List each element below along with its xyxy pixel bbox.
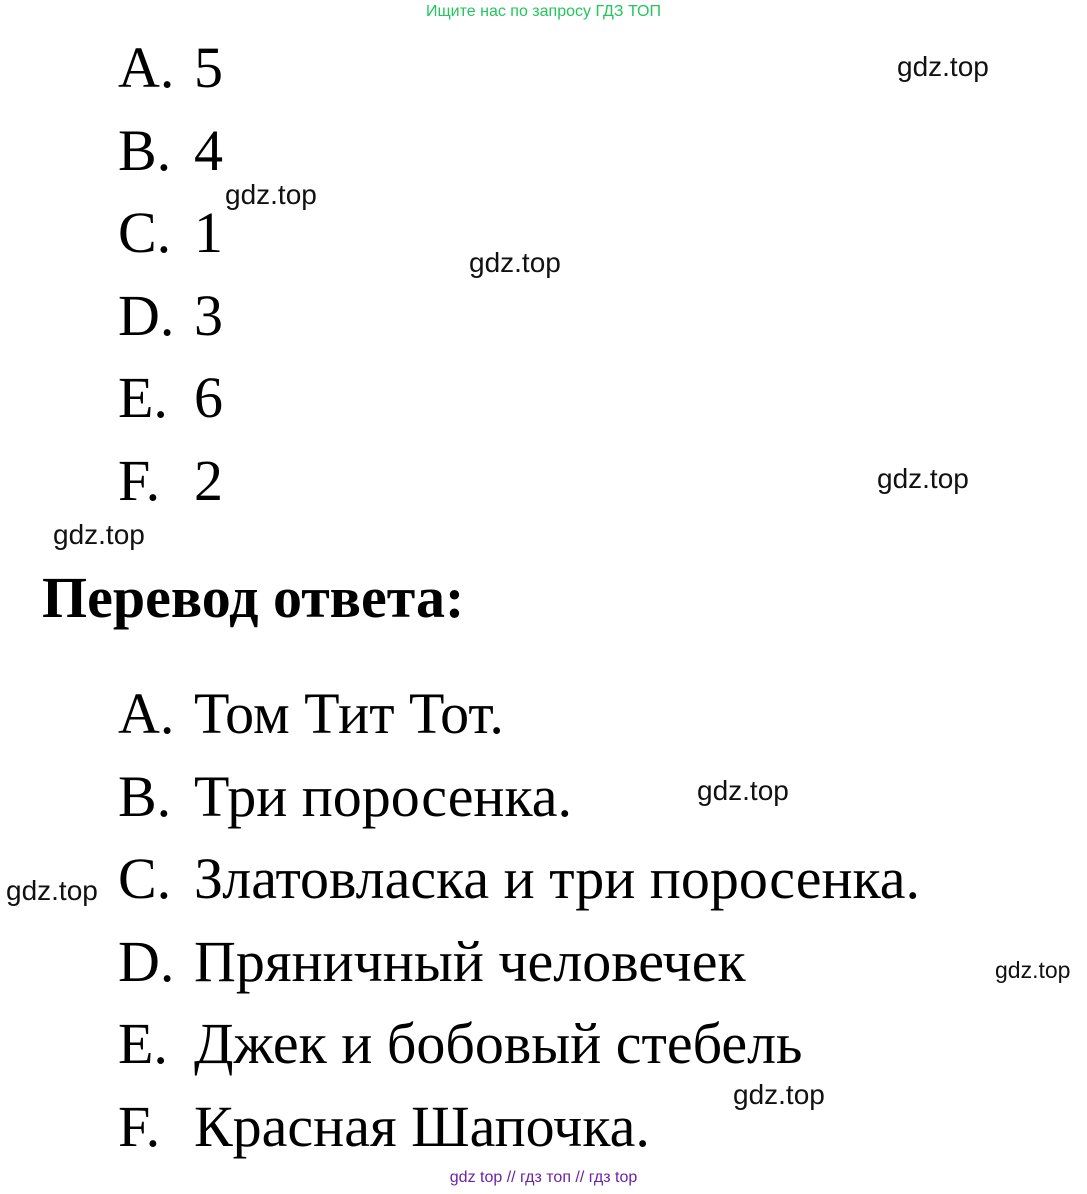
translation-row-a	[118, 681, 504, 746]
translation-letter: B.	[118, 764, 172, 829]
translation-letter: A.	[118, 681, 175, 746]
watermark: gdz.top	[995, 957, 1071, 983]
watermark: gdz.top	[733, 1079, 825, 1110]
answer-letter: A.	[118, 35, 175, 100]
answer-letter: D.	[118, 283, 175, 348]
footer-links: gdz top // гдз топ // гдз top	[449, 1169, 638, 1186]
answer-letter: F.	[118, 448, 161, 513]
answer-row-d	[118, 283, 223, 348]
answer-value: 1	[194, 200, 223, 265]
translation-text: Три поросенка.	[194, 764, 573, 829]
translation-letter: F.	[118, 1094, 161, 1159]
answer-value: 4	[194, 118, 223, 183]
translation-row-d	[118, 929, 746, 994]
translation-row-c	[118, 846, 921, 911]
answer-value: 6	[194, 365, 223, 430]
translation-heading: Перевод ответа:	[42, 565, 465, 630]
translation-text: Златовласка и три поросенка.	[194, 846, 921, 911]
answer-row-e	[118, 365, 223, 430]
translation-letter: C.	[118, 846, 172, 911]
answer-row-b	[118, 118, 223, 183]
top-banner: Ищите нас по запросу ГДЗ ТОП	[426, 3, 661, 20]
answer-value: 5	[194, 35, 223, 100]
answer-value: 3	[194, 283, 223, 348]
translation-row-f	[118, 1094, 650, 1159]
translation-text: Джек и бобовый стебель	[194, 1011, 803, 1076]
answer-row-c	[118, 200, 223, 265]
translation-row-b	[118, 764, 573, 829]
translation-letter: E.	[118, 1011, 168, 1076]
watermark: gdz.top	[225, 179, 317, 210]
answer-letter: C.	[118, 200, 172, 265]
translation-text: Красная Шапочка.	[194, 1094, 650, 1159]
watermark: gdz.top	[6, 875, 98, 906]
answer-letter: E.	[118, 365, 168, 430]
answer-row-f	[118, 448, 223, 513]
translation-text: Том Тит Тот.	[194, 681, 504, 746]
translation-letter: D.	[118, 929, 175, 994]
watermark: gdz.top	[469, 247, 561, 278]
answer-row-a	[118, 35, 223, 100]
answer-value: 2	[194, 448, 223, 513]
translation-text: Пряничный человечек	[194, 929, 746, 994]
watermark: gdz.top	[53, 519, 145, 550]
watermark: gdz.top	[697, 775, 789, 806]
translation-row-e	[118, 1011, 803, 1076]
answer-letter: B.	[118, 118, 172, 183]
watermark: gdz.top	[897, 51, 989, 82]
watermark: gdz.top	[877, 463, 969, 494]
